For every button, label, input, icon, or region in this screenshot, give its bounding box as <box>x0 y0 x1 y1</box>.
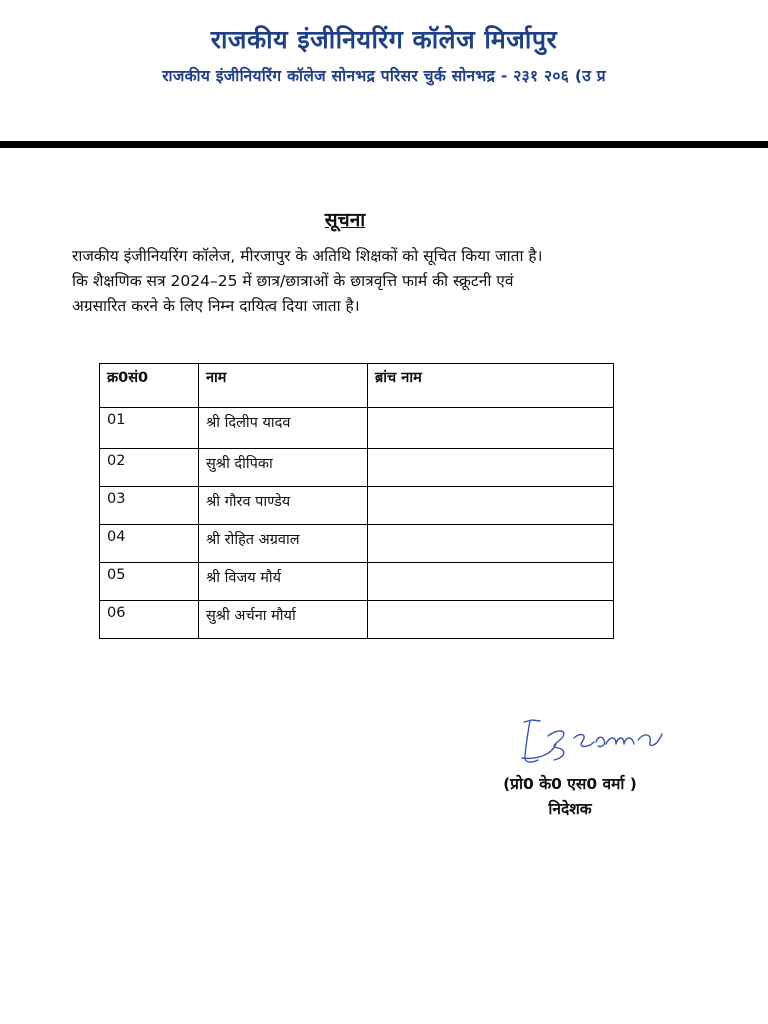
header-divider <box>0 141 768 148</box>
college-address: राजकीय इंजीनियरिंग कॉलेज सोनभद्र परिसर चुर्क सोनभद्र - २३१ २०६ (उ प्र <box>162 67 606 85</box>
table-row <box>100 487 614 525</box>
branch-cell <box>368 408 614 449</box>
serial-cell: 04 <box>100 525 199 563</box>
table-row <box>100 563 614 601</box>
signature-image <box>518 714 684 768</box>
assignment-table <box>99 363 614 639</box>
notice-line: कि शैक्षणिक सत्र 2024–25 में छात्र/छात्राओं के छात्रवृत्ति फार्म की स्क्रूटनी एवं <box>72 272 514 290</box>
branch-cell <box>368 563 614 601</box>
signer-name: (प्रो0 के0 एस0 वर्मा ) <box>503 775 637 793</box>
table-row <box>100 449 614 487</box>
name-cell: श्री दिलीप यादव <box>199 408 368 449</box>
name-cell: श्री गौरव पाण्डेय <box>199 487 368 525</box>
notice-heading: सूचना <box>324 209 366 231</box>
signer-designation: निदेशक <box>548 800 592 818</box>
name-cell: सुश्री अर्चना मौर्या <box>199 601 368 639</box>
branch-cell <box>368 449 614 487</box>
header-serial: क्र0सं0 <box>100 364 199 408</box>
name-cell: सुश्री दीपिका <box>199 449 368 487</box>
header-branch: ब्रांच नाम <box>368 364 614 408</box>
serial-cell: 01 <box>100 408 199 449</box>
notice-body <box>72 244 708 319</box>
college-title: राजकीय इंजीनियरिंग कॉलेज मिर्जापुर <box>210 25 558 54</box>
table-row <box>100 408 614 449</box>
branch-cell <box>368 525 614 563</box>
serial-cell: 02 <box>100 449 199 487</box>
branch-cell <box>368 601 614 639</box>
serial-cell: 06 <box>100 601 199 639</box>
serial-cell: 05 <box>100 563 199 601</box>
notice-line: अग्रसारित करने के लिए निम्न दायित्व दिया जाता है। <box>72 297 360 315</box>
notice-line: राजकीय इंजीनियरिंग कॉलेज, मीरजापुर के अतिथि शिक्षकों को सूचित किया जाता है। <box>72 247 543 265</box>
branch-cell <box>368 487 614 525</box>
table-row <box>100 601 614 639</box>
table-row <box>100 525 614 563</box>
header-name: नाम <box>199 364 368 408</box>
name-cell: श्री विजय मौर्य <box>199 563 368 601</box>
table-header-row <box>100 364 614 408</box>
name-cell: श्री रोहित अग्रवाल <box>199 525 368 563</box>
serial-cell: 03 <box>100 487 199 525</box>
